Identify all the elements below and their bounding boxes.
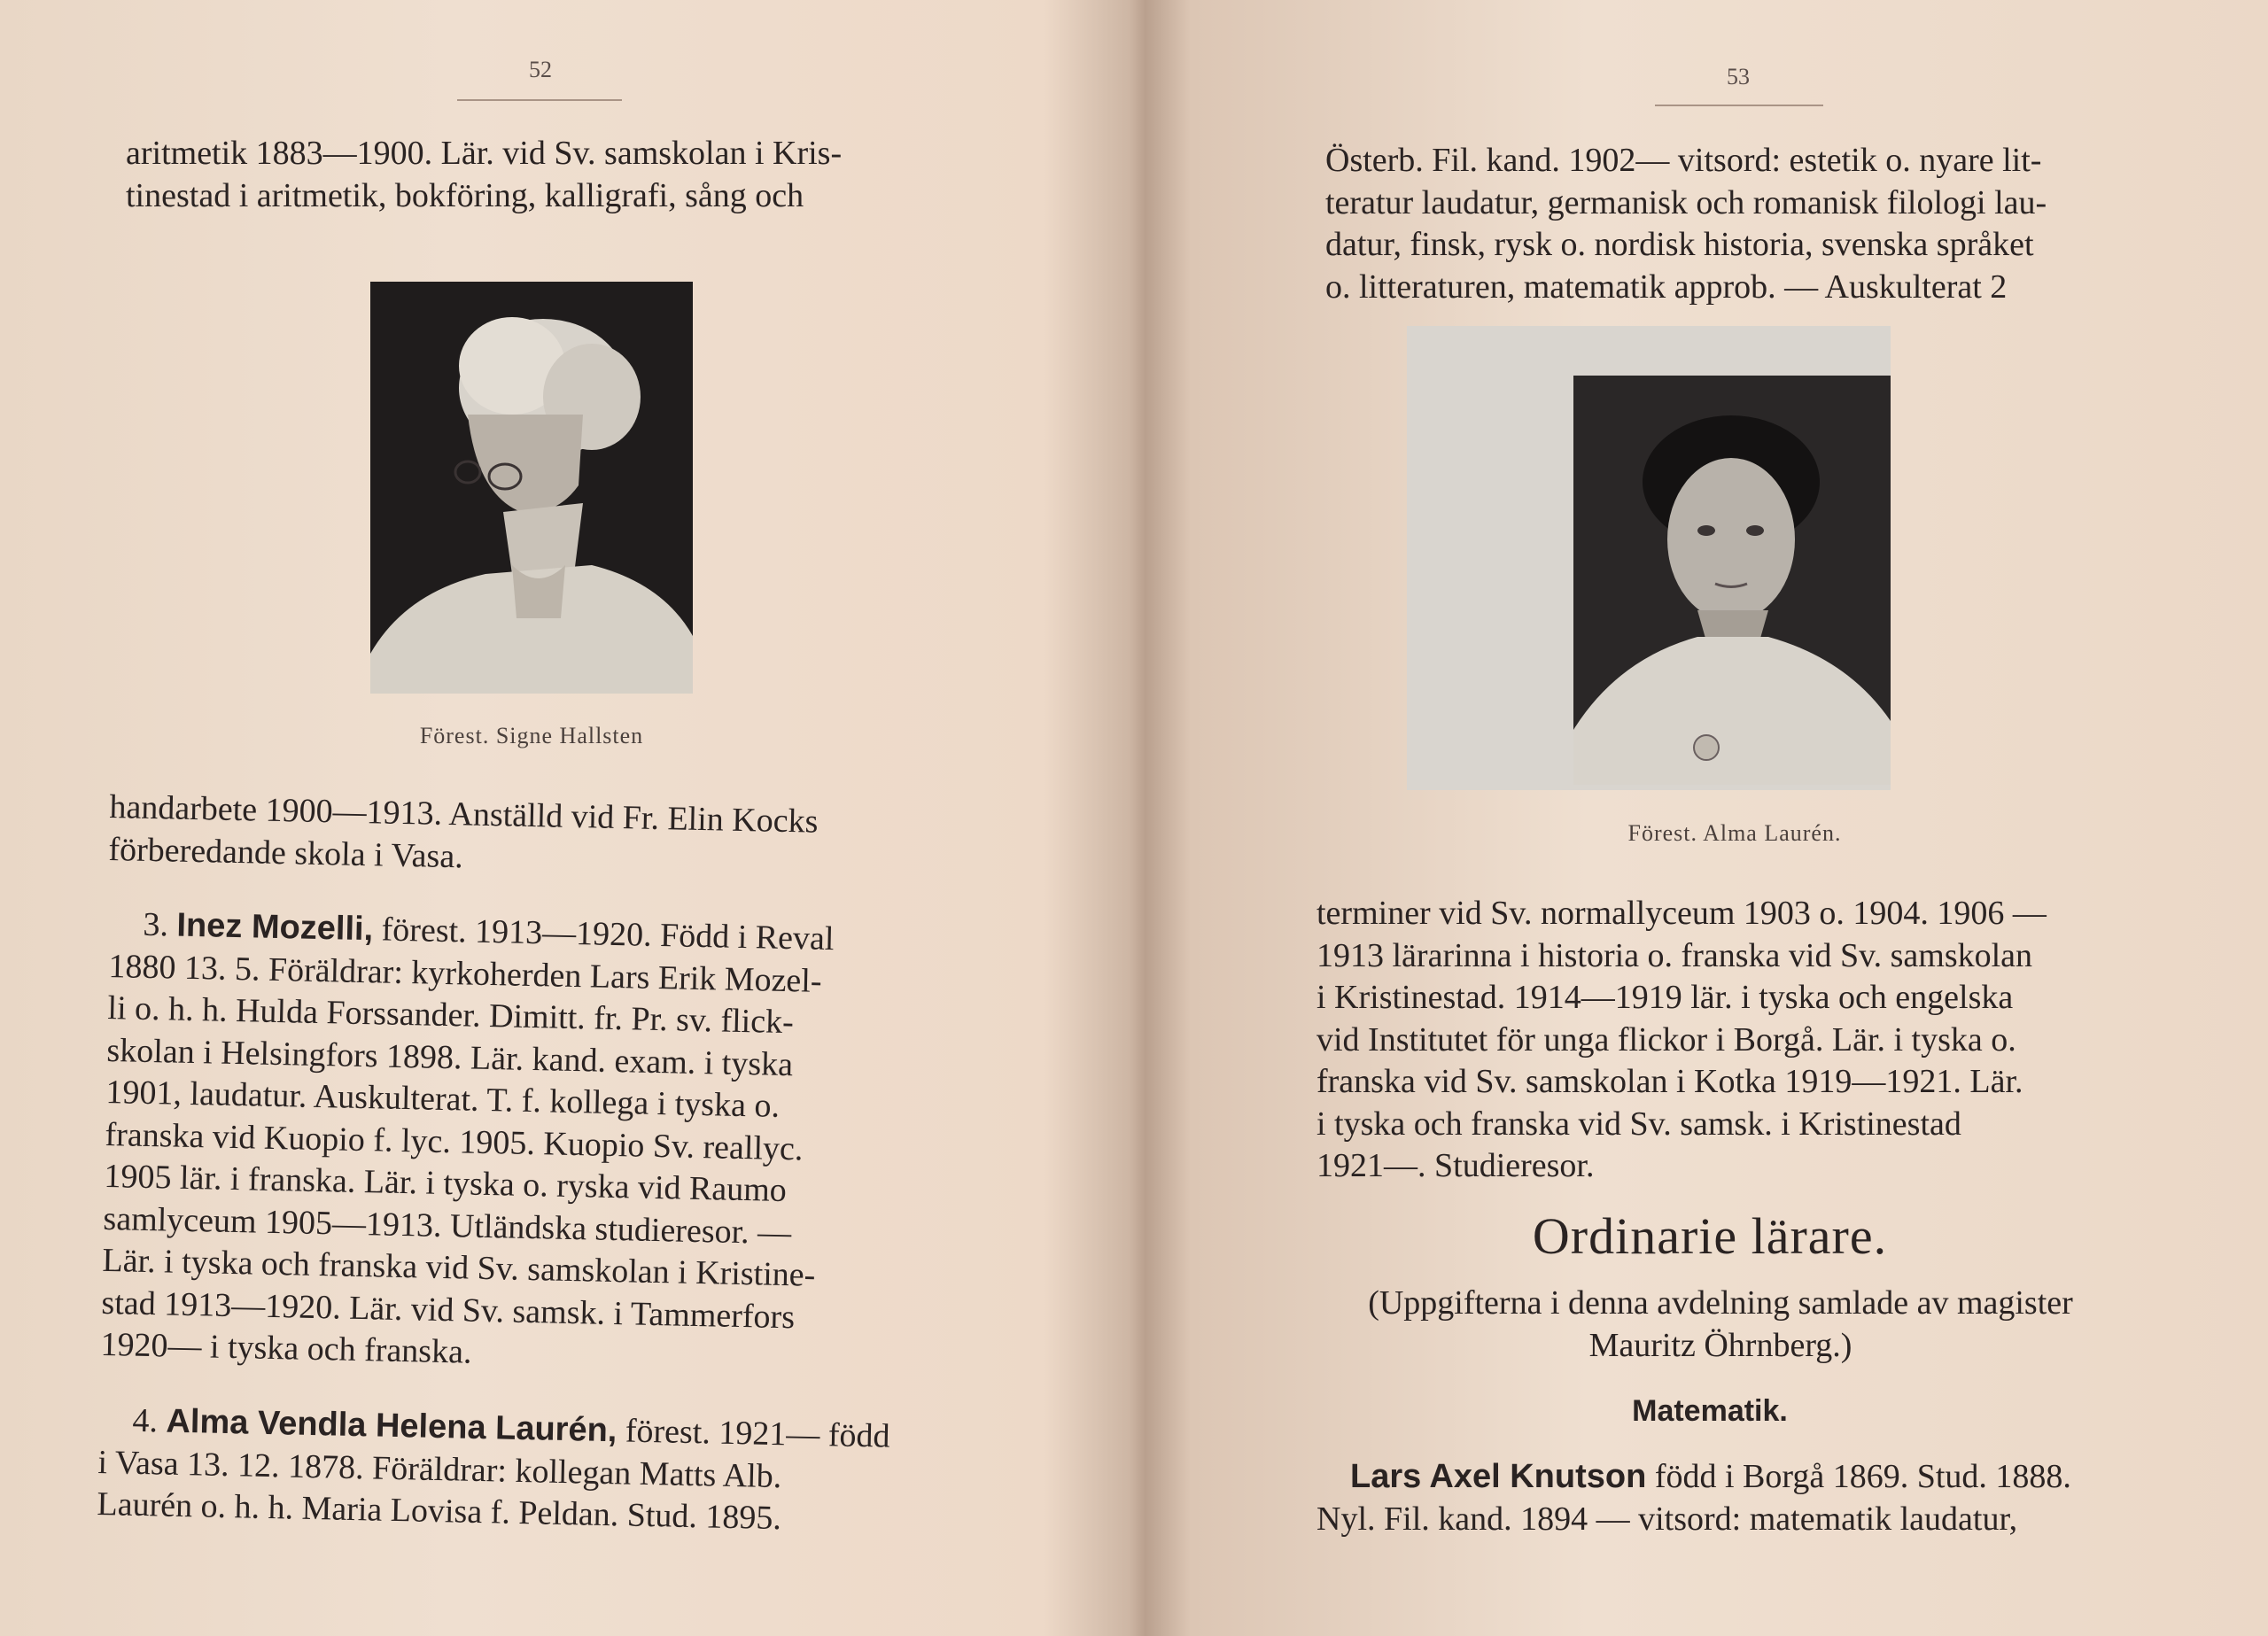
text-line: i tyska och franska vid Sv. samsk. i Kristinestad: [1317, 1105, 1961, 1143]
left-top-paragraph: [126, 133, 945, 217]
entry-alma-lauren: [97, 1400, 932, 1543]
text-line: tinestad i aritmetik, bokföring, kalligrafi, sång och: [126, 176, 804, 214]
portrait-image: [1573, 376, 1891, 785]
text-line: förberedande skola i Vasa.: [108, 830, 464, 875]
entry-first-line-text: född i Borgå 1869. Stud. 1888.: [1654, 1458, 2071, 1495]
text-line: franska vid Sv. samskolan i Kotka 1919—1921. Lär.: [1317, 1063, 2023, 1100]
portrait-photo-signe-hallsten: [370, 282, 693, 694]
page-number-rule: [1655, 105, 1823, 106]
text-line: 1920— i tyska och franska.: [100, 1325, 472, 1371]
text-line: i Vasa 13. 12. 1878. Föräldrar: kollegan Matts Alb.: [97, 1443, 782, 1495]
section-heading: Ordinarie lärare.: [1532, 1207, 1888, 1265]
right-top-paragraph: [1325, 140, 2123, 308]
text-line: 1921—. Studieresor.: [1317, 1147, 1595, 1184]
text-line: 1880 13. 5. Föräldrar: kyrkoherden Lars Erik Mozel-: [108, 947, 822, 1000]
right-after-photo-paragraph: [1317, 893, 2124, 1188]
page-number: 53: [1727, 64, 1750, 89]
text-line: aritmetik 1883—1900. Lär. vid Sv. samskolan i Kris-: [126, 135, 843, 172]
text-line: Nyl. Fil. kand. 1894 — vitsord: matematik laudatur,: [1317, 1500, 2018, 1538]
text-line: 1901, laudatur. Auskulterat. T. f. kollega i tyska o.: [105, 1073, 781, 1125]
right-page: [1134, 0, 2268, 1636]
text-line: teratur laudatur, germanisk och romanisk filologi lau-: [1325, 183, 2047, 221]
entry-first-line-text: förest. 1921— född: [625, 1412, 890, 1455]
text-line: (Uppgifterna i denna avdelning samlade av magister: [1368, 1284, 2073, 1322]
text-line: skolan i Helsingfors 1898. Lär. kand. exam. i tyska: [106, 1031, 794, 1083]
photo-caption: Förest. Signe Hallsten: [419, 723, 644, 748]
entry-name: Lars Axel Knutson: [1350, 1458, 1647, 1495]
photo-caption: Förest. Alma Laurén.: [1627, 820, 1842, 846]
entry-lars-axel-knutson: [1317, 1456, 2124, 1540]
page-number: 52: [529, 57, 552, 82]
text-line: i Kristinestad. 1914—1919 lär. i tyska och engelska: [1317, 979, 2014, 1016]
text-line: Lär. i tyska och franska vid Sv. samskolan i Kristine-: [102, 1241, 816, 1294]
entry-inez-mozelli: [100, 903, 943, 1384]
text-line: Mauritz Öhrnberg.): [1588, 1326, 1852, 1364]
text-line: Österb. Fil. kand. 1902— vitsord: estetik o. nyare lit-: [1325, 142, 2042, 179]
text-line: 1913 lärarinna i historia o. franska vid Sv. samskolan: [1317, 936, 2033, 974]
text-line: li o. h. h. Hulda Forssander. Dimitt. fr. Pr. sv. flick-: [107, 989, 795, 1042]
subject-heading: Matematik.: [1632, 1394, 1788, 1428]
text-line: Laurén o. h. h. Maria Lovisa f. Peldan. Stud. 1895.: [97, 1485, 782, 1538]
entry-number: 3.: [143, 905, 169, 944]
section-note: [1317, 1283, 2124, 1367]
entry-name: Inez Mozelli,: [176, 906, 374, 949]
portrait-image: [370, 282, 693, 694]
text-line: datur, finsk, rysk o. nordisk historia, svenska språket: [1325, 226, 2034, 263]
text-line: vid Institutet för unga flickor i Borgå. Lär. i tyska o.: [1317, 1020, 2016, 1058]
page-number-rule: [457, 99, 622, 101]
entry-first-line: [1317, 1456, 2124, 1499]
entry-first-line-text: förest. 1913—1920. Född i Reval: [381, 911, 835, 958]
left-after-photo-paragraph: [108, 787, 943, 888]
text-line: o. litteraturen, matematik approb. — Auskulterat 2: [1325, 267, 2008, 306]
portrait-photo-alma-lauren: [1573, 376, 1891, 785]
text-line: 1905 lär. i franska. Lär. i tyska o. ryska vid Raumo: [104, 1157, 788, 1210]
text-line: terminer vid Sv. normallyceum 1903 o. 1904. 1906 —: [1317, 895, 2047, 932]
text-line: franska vid Kuopio f. lyc. 1905. Kuopio Sv. reallyc.: [105, 1115, 804, 1167]
entry-number: 4.: [132, 1401, 159, 1440]
text-line: handarbete 1900—1913. Anställd vid Fr. Elin Kocks: [109, 787, 819, 841]
text-line: stad 1913—1920. Lär. vid Sv. samsk. i Tammerfors: [101, 1283, 796, 1336]
text-line: samlyceum 1905—1913. Utländska studieresor. —: [103, 1199, 792, 1252]
entry-name: Alma Vendla Helena Laurén,: [166, 1402, 617, 1450]
